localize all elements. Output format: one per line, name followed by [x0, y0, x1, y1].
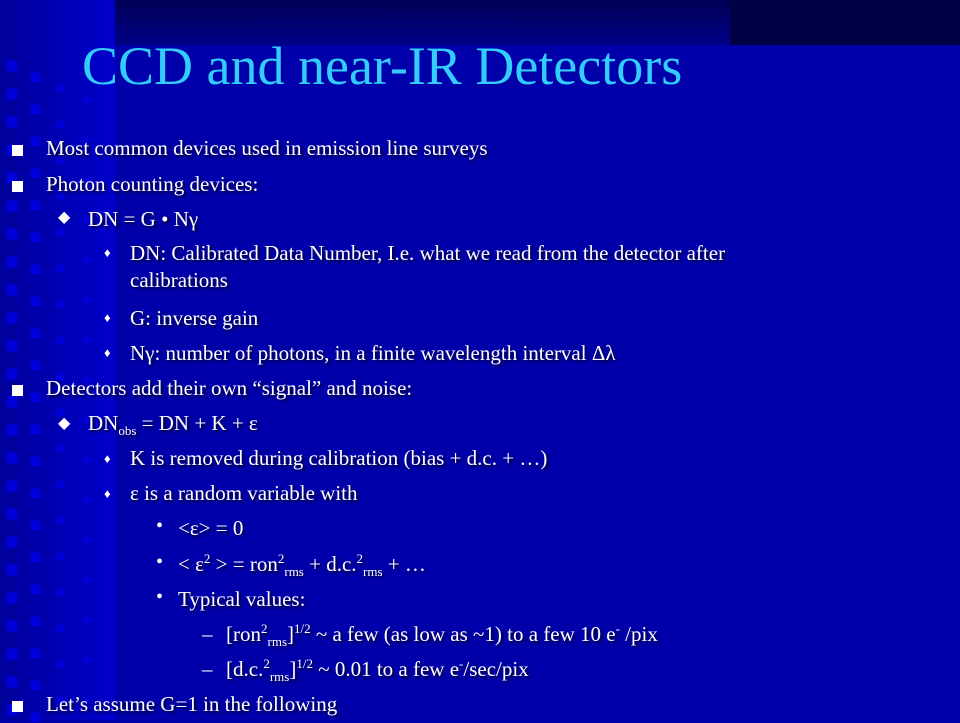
- diamond-bullet-icon: ◆: [58, 415, 71, 432]
- bullet-text: ε is a random variable with: [130, 481, 358, 505]
- bullet-text: G: inverse gain: [130, 306, 259, 330]
- bullet-text: DN: Calibrated Data Number, I.e. what we read from the detector after: [130, 241, 726, 265]
- square-bullet-icon: [12, 179, 23, 197]
- bullet-text-continued: calibrations: [130, 268, 228, 292]
- bullet-text: $[d.c.^2_{rms}]^{1/2}$ ~ 0.01 to a few e-/sec/pix: [226, 656, 529, 685]
- bullet-text: Photon counting devices:: [46, 172, 259, 196]
- bullet-text: Nγ: number of photons, in a finite wavelength interval Δλ: [130, 341, 616, 365]
- bullet-text: K is removed during calibration (bias + d.c. + …): [130, 446, 548, 470]
- diamond-bullet-icon: ♦: [104, 245, 111, 260]
- dash-bullet-icon: –: [202, 622, 213, 646]
- dash-bullet-icon: –: [202, 657, 213, 681]
- diamond-bullet-icon: ♦: [104, 345, 111, 360]
- diamond-bullet-icon: ♦: [104, 486, 111, 501]
- bullet-text: $DN_{obs}$ = DN + K + ε: [88, 411, 258, 439]
- diamond-bullet-icon: ◆: [58, 209, 71, 226]
- bullet-text: Let’s assume G=1 in the following: [46, 692, 338, 716]
- dot-bullet-icon: •: [156, 586, 164, 608]
- slide-title: CCD and near-IR Detectors: [82, 36, 683, 96]
- square-bullet-icon: [12, 699, 23, 717]
- bullet-text: Detectors add their own “signal” and noise:: [46, 376, 413, 400]
- diamond-bullet-icon: ♦: [104, 310, 111, 325]
- bullet-text: < $\varepsilon^2$ > = ron$^2_{rms}$ + d.c.$^2_{rms}$ + …: [178, 551, 426, 580]
- dot-bullet-icon: •: [156, 551, 164, 573]
- bullet-text: Typical values:: [178, 587, 306, 611]
- dot-bullet-icon: •: [156, 515, 164, 537]
- bullet-text: $[ron^2_{rms}]^{1/2}$ ~ a few (as low as ~1) to a few 10 e- /pix: [226, 621, 658, 650]
- bullet-text: <ε> = 0: [178, 516, 244, 540]
- diamond-bullet-icon: ♦: [104, 451, 111, 466]
- square-bullet-icon: [12, 143, 23, 161]
- bullet-text: Most common devices used in emission line surveys: [46, 136, 488, 160]
- square-bullet-icon: [12, 383, 23, 401]
- bullet-text: DN = G • Nγ: [88, 207, 199, 231]
